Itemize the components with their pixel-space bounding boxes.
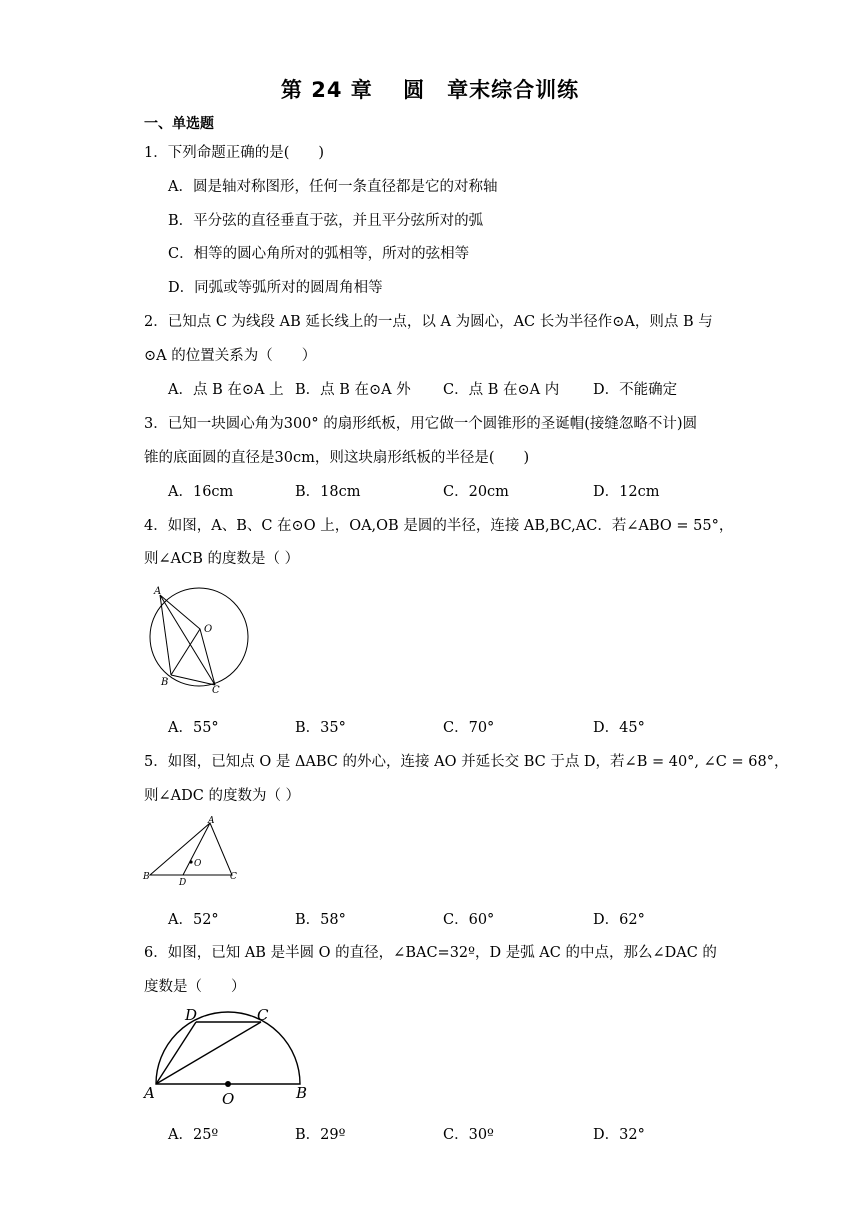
label-o: O	[222, 1090, 235, 1108]
question-4-stem-cont: 则∠ACB 的度数是（ ）	[144, 551, 300, 567]
question-2-stem: 2．已知点 C 为线段 AB 延长线上的一点，以 A 为圆心，AC 长为半径作⊙A，则点 B 与	[144, 314, 713, 330]
question-5-option-c: C．60°	[443, 912, 495, 928]
question-1-option-c: C．相等的圆心角所对的弧相等，所对的弦相等	[168, 246, 470, 262]
question-6-option-b: B．29º	[295, 1127, 346, 1143]
question-1-option-b: B．平分弦的直径垂直于弦，并且平分弦所对的弧	[168, 213, 484, 229]
triangle-abc	[150, 823, 232, 875]
question-6-option-a: A．25º	[168, 1127, 219, 1143]
question-3-option-c: C．20cm	[443, 484, 509, 500]
question-5-option-d: D．62°	[593, 912, 645, 928]
line-ac	[160, 595, 215, 685]
question-1-option-a: A．圆是轴对称图形，任何一条直径都是它的对称轴	[168, 179, 498, 195]
question-3-option-a: A．16cm	[168, 484, 234, 500]
question-1-stem: 1．下列命题正确的是( )	[144, 145, 325, 161]
question-2-stem-cont: ⊙A 的位置关系为（ ）	[144, 348, 317, 364]
label-d: D	[185, 1006, 198, 1024]
question-3-option-d: D．12cm	[593, 484, 660, 500]
line-ac	[156, 1022, 261, 1084]
question-5-option-b: B．58°	[295, 912, 346, 928]
question-3-stem: 3．已知一块圆心角为300° 的扇形纸板，用它做一个圆锥形的圣诞帽(接缝忽略不计)圆	[144, 416, 698, 432]
question-2-option-d: D．不能确定	[593, 382, 678, 398]
label-b: B	[296, 1084, 308, 1102]
question-4-option-c: C．70°	[443, 720, 495, 736]
line-bc	[171, 675, 215, 685]
label-c: C	[212, 685, 220, 696]
label-b: B	[143, 872, 150, 882]
page-title: 第 24 章 圆 章末综合训练	[280, 78, 580, 102]
question-6-stem-cont: 度数是（ ）	[144, 979, 246, 995]
question-4-stem: 4．如图，A、B、C 在⊙O 上，OA,OB 是圆的半径，连接 AB,BC,AC．若∠ABO = 55°，	[144, 518, 734, 534]
question-6-option-d: D．32°	[593, 1127, 645, 1143]
question-5-stem-cont: 则∠ADC 的度数为（ ）	[144, 788, 301, 804]
label-o: O	[204, 624, 213, 635]
question-2-option-b: B．点 B 在⊙A 外	[295, 382, 411, 398]
section-heading: 一、单选题	[144, 116, 214, 132]
question-6-stem: 6．如图，已知 AB 是半圆 O 的直径，∠BAC=32º，D 是弧 AC 的中点，那么∠DAC 的	[144, 945, 717, 961]
question-3-stem-cont: 锥的底面圆的直径是30cm，则这块扇形纸板的半径是( )	[144, 450, 530, 466]
figure-semicircle	[140, 1003, 320, 1113]
label-c: C	[257, 1006, 269, 1024]
point-o	[189, 860, 192, 863]
question-1-option-d: D．同弧或等弧所对的圆周角相等	[168, 280, 383, 296]
figure-triangle-abc	[140, 815, 250, 890]
semicircle-o	[156, 1012, 300, 1084]
label-d: D	[179, 878, 187, 888]
question-6-option-c: C．30º	[443, 1127, 494, 1143]
question-2-option-a: A．点 B 在⊙A 上	[168, 382, 284, 398]
question-4-option-b: B．35°	[295, 720, 346, 736]
question-2-option-c: C．点 B 在⊙A 内	[443, 382, 560, 398]
question-3-option-b: B．18cm	[295, 484, 361, 500]
label-a: A	[208, 816, 215, 826]
label-a: A	[154, 586, 162, 597]
point-o	[225, 1081, 231, 1087]
question-5-stem: 5．如图，已知点 O 是 ΔABC 的外心，连接 AO 并延长交 BC 于点 D，若∠B = 40°, ∠C = 68°，	[144, 754, 789, 770]
question-4-option-d: D．45°	[593, 720, 645, 736]
figure-circle-abc	[140, 580, 260, 700]
question-4-option-a: A．55°	[168, 720, 219, 736]
question-5-option-a: A．52°	[168, 912, 219, 928]
label-b: B	[161, 677, 169, 688]
label-o: O	[194, 859, 202, 869]
label-c: C	[230, 872, 237, 882]
line-ab	[160, 595, 171, 675]
label-a: A	[144, 1084, 155, 1102]
